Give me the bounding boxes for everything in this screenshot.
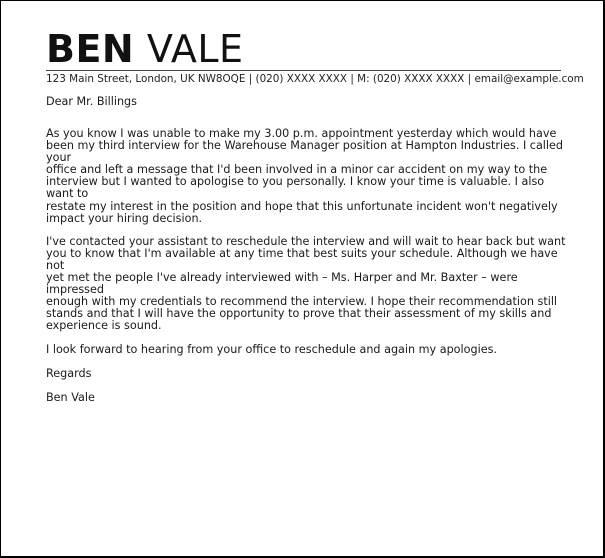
paragraph-line: you to know that I'm available at any time that best suits your schedule. Although we have not xyxy=(46,246,558,272)
paragraph-line: office and left a message that I'd been involved in a minor car accident on my way to the xyxy=(46,163,548,177)
last-name: VALE xyxy=(146,27,244,71)
paragraph-3 xyxy=(46,344,566,356)
paragraph-line: yet met the people I've already interviewed with – Ms. Harper and Mr. Baxter – were impressed xyxy=(46,271,518,297)
paragraph-line: I look forward to hearing from your office to reschedule and again my apologies. xyxy=(46,342,497,356)
letterhead-name xyxy=(46,27,566,71)
closing: Regards xyxy=(46,366,92,380)
paragraph-line: impact your hiring decision. xyxy=(46,211,203,225)
paragraph-line: restate my interest in the position and hope that this unfortunate incident won't negatively xyxy=(46,199,558,213)
paragraph-2 xyxy=(46,236,566,333)
cover-letter xyxy=(46,27,584,404)
contact-line: 123 Main Street, London, UK NW8OQE | (020) XXXX XXXX | M: (020) XXXX XXXX | email@example.com xyxy=(46,73,584,85)
paragraph-line: interview but I wanted to apologise to you personally. I know your time is valuable. I also want to xyxy=(46,175,545,201)
paragraph-line: I've contacted your assistant to reschedule the interview and will wait to hear back but want xyxy=(46,234,566,248)
salutation: Dear Mr. Billings xyxy=(46,95,137,108)
first-name: BEN xyxy=(46,27,135,71)
paragraph-line: enough with my credentials to recommend the interview. I hope their recommendation still xyxy=(46,295,558,309)
paragraph-line: been my third interview for the Warehouse Manager position at Hampton Industries. I called your xyxy=(46,139,564,165)
paragraph-line: experience is sound. xyxy=(46,319,162,333)
paragraph-line: stands and that I will have the opportunity to prove that their assessment of my skills and xyxy=(46,307,552,321)
paragraph-line: As you know I was unable to make my 3.00 p.m. appointment yesterday which would have xyxy=(46,127,557,140)
paragraph-1 xyxy=(46,128,566,225)
signature-name: Ben Vale xyxy=(46,390,95,404)
